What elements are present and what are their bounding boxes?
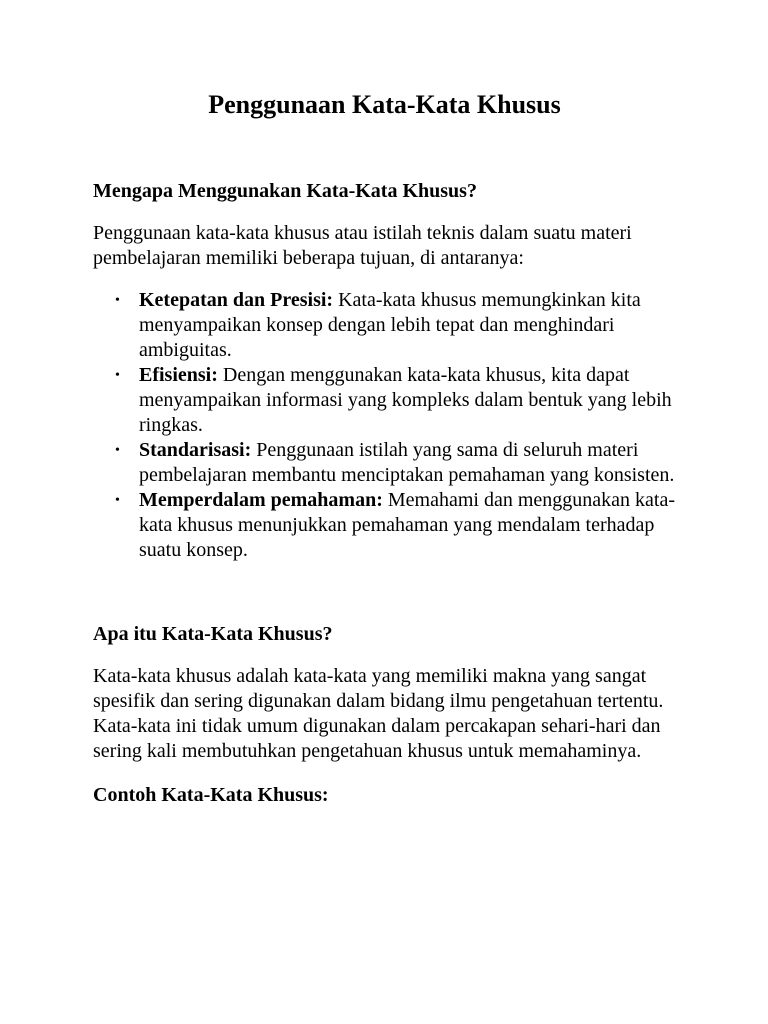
definition-paragraph: Kata-kata khusus adalah kata-kata yang memiliki makna yang sangat spesifik dan sering digunakan dalam bidang ilmu pengetahuan tertentu. Kata-kata ini tidak umum digunakan dalam percakapan sehari-hari dan sering kali membutuhkan pengetahuan khusus untuk memahaminya. <box>93 665 664 762</box>
list-item-term: Standarisasi: <box>139 439 252 461</box>
list-item <box>139 288 676 363</box>
list-item <box>139 488 676 563</box>
list-item-term: Ketepatan dan Presisi: <box>139 289 334 311</box>
list-item <box>139 438 676 488</box>
section-heading-why: Mengapa Menggunakan Kata-Kata Khusus? <box>93 180 477 202</box>
list-item <box>139 363 676 438</box>
list-item-term: Efisiensi: <box>139 364 218 386</box>
list-item-text: Dengan menggunakan kata-kata khusus, kita dapat menyampaikan informasi yang kompleks dalam bentuk yang lebih ringkas. <box>139 364 672 436</box>
list-item-text: Memahami dan menggunakan kata-kata khusus menunjukkan pemahaman yang mendalam terhadap suatu konsep. <box>139 489 675 561</box>
section-heading-examples: Contoh Kata-Kata Khusus: <box>93 784 329 806</box>
document-title: Penggunaan Kata-Kata Khusus <box>208 90 561 119</box>
benefits-list <box>93 288 676 563</box>
list-item-term: Memperdalam pemahaman: <box>139 489 383 511</box>
list-item-text: Penggunaan istilah yang sama di seluruh materi pembelajaran membantu menciptakan pemahaman yang konsisten. <box>139 439 675 486</box>
list-item-text: Kata-kata khusus memungkinkan kita menyampaikan konsep dengan lebih tepat dan menghindari ambiguitas. <box>139 289 641 361</box>
section-intro-paragraph: Penggunaan kata-kata khusus atau istilah teknis dalam suatu materi pembelajaran memiliki beberapa tujuan, di antaranya: <box>93 222 632 269</box>
section-heading-what: Apa itu Kata-Kata Khusus? <box>93 623 333 645</box>
